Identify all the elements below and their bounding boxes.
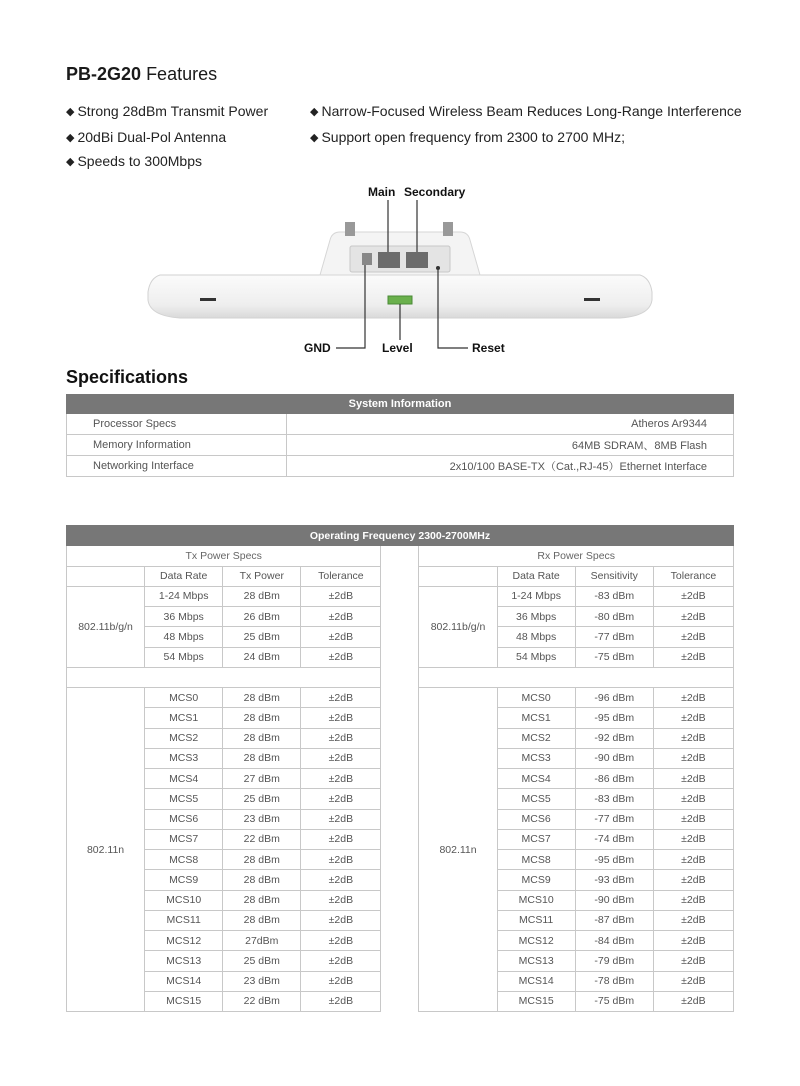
- spec-key: Processor Specs: [67, 414, 287, 435]
- tx-power: 28 dBm: [223, 728, 301, 748]
- tx-power: 25 dBm: [223, 627, 301, 647]
- tx-tolerance: ±2dB: [301, 850, 381, 870]
- rx-sensitivity: -83 dBm: [575, 789, 653, 809]
- rx-data-rate: MCS4: [497, 769, 575, 789]
- diamond-bullet-icon: ◆: [66, 106, 75, 118]
- tx-tolerance: ±2dB: [301, 586, 381, 606]
- mode-label: 802.11b/g/n: [67, 586, 145, 667]
- rx-data-rate: MCS1: [497, 708, 575, 728]
- diamond-bullet-icon: ◆: [66, 132, 75, 144]
- table-gap: [381, 546, 419, 1012]
- tx-power: 25 dBm: [223, 951, 301, 971]
- tx-data-rate: MCS3: [145, 748, 223, 768]
- system-info-table: [66, 394, 734, 477]
- rx-tolerance: ±2dB: [653, 890, 733, 910]
- tx-data-rate: MCS1: [145, 708, 223, 728]
- rx-tolerance: ±2dB: [653, 627, 733, 647]
- label-reset: Reset: [472, 341, 505, 355]
- diamond-bullet-icon: ◆: [310, 106, 319, 118]
- rx-tolerance: ±2dB: [653, 789, 733, 809]
- level-bubble-icon: [388, 296, 412, 304]
- tx-data-rate: MCS6: [145, 809, 223, 829]
- rx-sensitivity: -90 dBm: [575, 748, 653, 768]
- rx-tolerance: ±2dB: [653, 607, 733, 627]
- tx-power: 28 dBm: [223, 688, 301, 708]
- feature-text: Support open frequency from 2300 to 2700 MHz;: [321, 129, 625, 145]
- rx-data-rate: MCS6: [497, 809, 575, 829]
- rx-tolerance: ±2dB: [653, 769, 733, 789]
- col-header: Data Rate: [497, 566, 575, 586]
- table-row: [67, 435, 734, 456]
- rx-sensitivity: -80 dBm: [575, 607, 653, 627]
- rx-sensitivity: -78 dBm: [575, 971, 653, 991]
- rx-sensitivity: -86 dBm: [575, 769, 653, 789]
- tx-power: 22 dBm: [223, 829, 301, 849]
- tx-power: 28 dBm: [223, 910, 301, 930]
- spec-value: 2x10/100 BASE-TX（Cat.,RJ-45）Ethernet Interface: [287, 456, 734, 477]
- tx-power: 28 dBm: [223, 890, 301, 910]
- rx-title: Rx Power Specs: [419, 546, 734, 566]
- spec-value: 64MB SDRAM、8MB Flash: [287, 435, 734, 456]
- system-info-header: System Information: [67, 395, 734, 414]
- rx-tolerance: ±2dB: [653, 809, 733, 829]
- feature-text: 20dBi Dual-Pol Antenna: [77, 129, 227, 145]
- spec-value: Atheros Ar9344: [287, 414, 734, 435]
- label-main: Main: [368, 185, 396, 199]
- tx-data-rate: MCS15: [145, 991, 223, 1011]
- rx-data-rate: 1-24 Mbps: [497, 586, 575, 606]
- rx-sensitivity: -77 dBm: [575, 627, 653, 647]
- rx-tolerance: ±2dB: [653, 829, 733, 849]
- blank-cell: [419, 667, 734, 687]
- model-name: PB-2G20: [66, 64, 142, 84]
- rx-tolerance: ±2dB: [653, 971, 733, 991]
- rx-tolerance: ±2dB: [653, 688, 733, 708]
- title-suffix: Features: [146, 64, 218, 84]
- tx-power: 27dBm: [223, 931, 301, 951]
- rx-tolerance: ±2dB: [653, 708, 733, 728]
- tx-data-rate: 1-24 Mbps: [145, 586, 223, 606]
- rx-data-rate: 48 Mbps: [497, 627, 575, 647]
- rx-data-rate: MCS9: [497, 870, 575, 890]
- label-secondary: Secondary: [404, 185, 466, 199]
- tx-tolerance: ±2dB: [301, 951, 381, 971]
- tx-data-rate: MCS12: [145, 931, 223, 951]
- tx-tolerance: ±2dB: [301, 647, 381, 667]
- label-level: Level: [382, 341, 413, 355]
- feature-text: Speeds to 300Mbps: [77, 153, 202, 169]
- tx-data-rate: MCS0: [145, 688, 223, 708]
- rx-data-rate: MCS13: [497, 951, 575, 971]
- tx-tolerance: ±2dB: [301, 607, 381, 627]
- spec-key: Memory Information: [67, 435, 287, 456]
- rx-data-rate: MCS14: [497, 971, 575, 991]
- col-header: Tolerance: [301, 566, 381, 586]
- table-row: [67, 414, 734, 435]
- tx-data-rate: MCS10: [145, 890, 223, 910]
- tx-data-rate: MCS9: [145, 870, 223, 890]
- feature-text: Strong 28dBm Transmit Power: [77, 103, 269, 119]
- tx-tolerance: ±2dB: [301, 627, 381, 647]
- frequency-table: [66, 525, 734, 1012]
- tx-data-rate: MCS2: [145, 728, 223, 748]
- rx-data-rate: MCS12: [497, 931, 575, 951]
- rx-tolerance: ±2dB: [653, 586, 733, 606]
- tx-tolerance: ±2dB: [301, 870, 381, 890]
- tx-tolerance: ±2dB: [301, 890, 381, 910]
- rx-data-rate: MCS11: [497, 910, 575, 930]
- spec-key: Networking Interface: [67, 456, 287, 477]
- rx-tolerance: ±2dB: [653, 991, 733, 1011]
- diamond-bullet-icon: ◆: [310, 132, 319, 144]
- vent-icon: [584, 298, 600, 301]
- tx-tolerance: ±2dB: [301, 910, 381, 930]
- tx-data-rate: MCS8: [145, 850, 223, 870]
- rx-sensitivity: -74 dBm: [575, 829, 653, 849]
- rx-data-rate: 36 Mbps: [497, 607, 575, 627]
- rx-data-rate: MCS3: [497, 748, 575, 768]
- mode-label: 802.11n: [67, 688, 145, 1012]
- specifications-heading: Specifications: [66, 367, 189, 387]
- rx-data-rate: MCS10: [497, 890, 575, 910]
- feature-item: [66, 103, 268, 119]
- rx-tolerance: ±2dB: [653, 748, 733, 768]
- frequency-header: Operating Frequency 2300-2700MHz: [67, 526, 734, 546]
- page-title: [66, 64, 217, 85]
- rx-data-rate: MCS0: [497, 688, 575, 708]
- tx-tolerance: ±2dB: [301, 748, 381, 768]
- tx-tolerance: ±2dB: [301, 769, 381, 789]
- tx-power: 23 dBm: [223, 809, 301, 829]
- tx-tolerance: ±2dB: [301, 688, 381, 708]
- secondary-port-icon: [406, 252, 428, 268]
- tx-data-rate: MCS4: [145, 769, 223, 789]
- table-row: [67, 456, 734, 477]
- tx-tolerance: ±2dB: [301, 789, 381, 809]
- rx-data-rate: MCS7: [497, 829, 575, 849]
- feature-item: [310, 103, 742, 119]
- rx-sensitivity: -95 dBm: [575, 708, 653, 728]
- tx-data-rate: MCS13: [145, 951, 223, 971]
- tx-data-rate: MCS11: [145, 910, 223, 930]
- rx-tolerance: ±2dB: [653, 870, 733, 890]
- rx-data-rate: MCS2: [497, 728, 575, 748]
- rx-sensitivity: -92 dBm: [575, 728, 653, 748]
- rx-sensitivity: -90 dBm: [575, 890, 653, 910]
- rx-sensitivity: -83 dBm: [575, 586, 653, 606]
- antenna-connector-icon: [443, 222, 453, 236]
- rx-sensitivity: -84 dBm: [575, 931, 653, 951]
- tx-power: 26 dBm: [223, 607, 301, 627]
- feature-item: [66, 129, 226, 145]
- col-header: Tolerance: [653, 566, 733, 586]
- rx-tolerance: ±2dB: [653, 951, 733, 971]
- rx-sensitivity: -96 dBm: [575, 688, 653, 708]
- reset-button-icon: [436, 266, 440, 270]
- feature-item: [66, 153, 202, 169]
- rx-tolerance: ±2dB: [653, 910, 733, 930]
- tx-tolerance: ±2dB: [301, 829, 381, 849]
- tx-data-rate: MCS14: [145, 971, 223, 991]
- tx-tolerance: ±2dB: [301, 971, 381, 991]
- tx-tolerance: ±2dB: [301, 728, 381, 748]
- tx-tolerance: ±2dB: [301, 809, 381, 829]
- rx-sensitivity: -95 dBm: [575, 850, 653, 870]
- rx-sensitivity: -93 dBm: [575, 870, 653, 890]
- rx-data-rate: MCS5: [497, 789, 575, 809]
- device-illustration: [140, 180, 660, 355]
- tx-data-rate: 48 Mbps: [145, 627, 223, 647]
- blank-cell: [67, 667, 381, 687]
- tx-power: 28 dBm: [223, 586, 301, 606]
- tx-data-rate: MCS7: [145, 829, 223, 849]
- tx-power: 22 dBm: [223, 991, 301, 1011]
- vent-icon: [200, 298, 216, 301]
- tx-power: 28 dBm: [223, 748, 301, 768]
- mode-label: 802.11b/g/n: [419, 586, 497, 667]
- rx-tolerance: ±2dB: [653, 728, 733, 748]
- tx-power: 28 dBm: [223, 708, 301, 728]
- col-header: Sensitivity: [575, 566, 653, 586]
- rx-data-rate: 54 Mbps: [497, 647, 575, 667]
- antenna-connector-icon: [345, 222, 355, 236]
- tx-power: 28 dBm: [223, 850, 301, 870]
- rx-sensitivity: -75 dBm: [575, 647, 653, 667]
- gnd-screw-icon: [362, 253, 372, 265]
- rx-data-rate: MCS15: [497, 991, 575, 1011]
- rx-data-rate: MCS8: [497, 850, 575, 870]
- tx-title: Tx Power Specs: [67, 546, 381, 566]
- diamond-bullet-icon: ◆: [66, 156, 75, 168]
- col-header: Tx Power: [223, 566, 301, 586]
- label-gnd: GND: [304, 341, 331, 355]
- col-header: Data Rate: [145, 566, 223, 586]
- feature-text: Narrow-Focused Wireless Beam Reduces Long-Range Interference: [321, 103, 742, 119]
- rx-sensitivity: -79 dBm: [575, 951, 653, 971]
- tx-data-rate: 54 Mbps: [145, 647, 223, 667]
- tx-power: 27 dBm: [223, 769, 301, 789]
- tx-power: 24 dBm: [223, 647, 301, 667]
- tx-power: 25 dBm: [223, 789, 301, 809]
- rx-tolerance: ±2dB: [653, 850, 733, 870]
- tx-data-rate: 36 Mbps: [145, 607, 223, 627]
- rx-tolerance: ±2dB: [653, 647, 733, 667]
- tx-power: 23 dBm: [223, 971, 301, 991]
- tx-tolerance: ±2dB: [301, 991, 381, 1011]
- tx-tolerance: ±2dB: [301, 708, 381, 728]
- rx-sensitivity: -75 dBm: [575, 991, 653, 1011]
- tx-tolerance: ±2dB: [301, 931, 381, 951]
- rx-sensitivity: -77 dBm: [575, 809, 653, 829]
- rx-sensitivity: -87 dBm: [575, 910, 653, 930]
- feature-item: [310, 129, 625, 145]
- rx-tolerance: ±2dB: [653, 931, 733, 951]
- main-port-icon: [378, 252, 400, 268]
- tx-data-rate: MCS5: [145, 789, 223, 809]
- mode-label: 802.11n: [419, 688, 497, 1012]
- tx-power: 28 dBm: [223, 870, 301, 890]
